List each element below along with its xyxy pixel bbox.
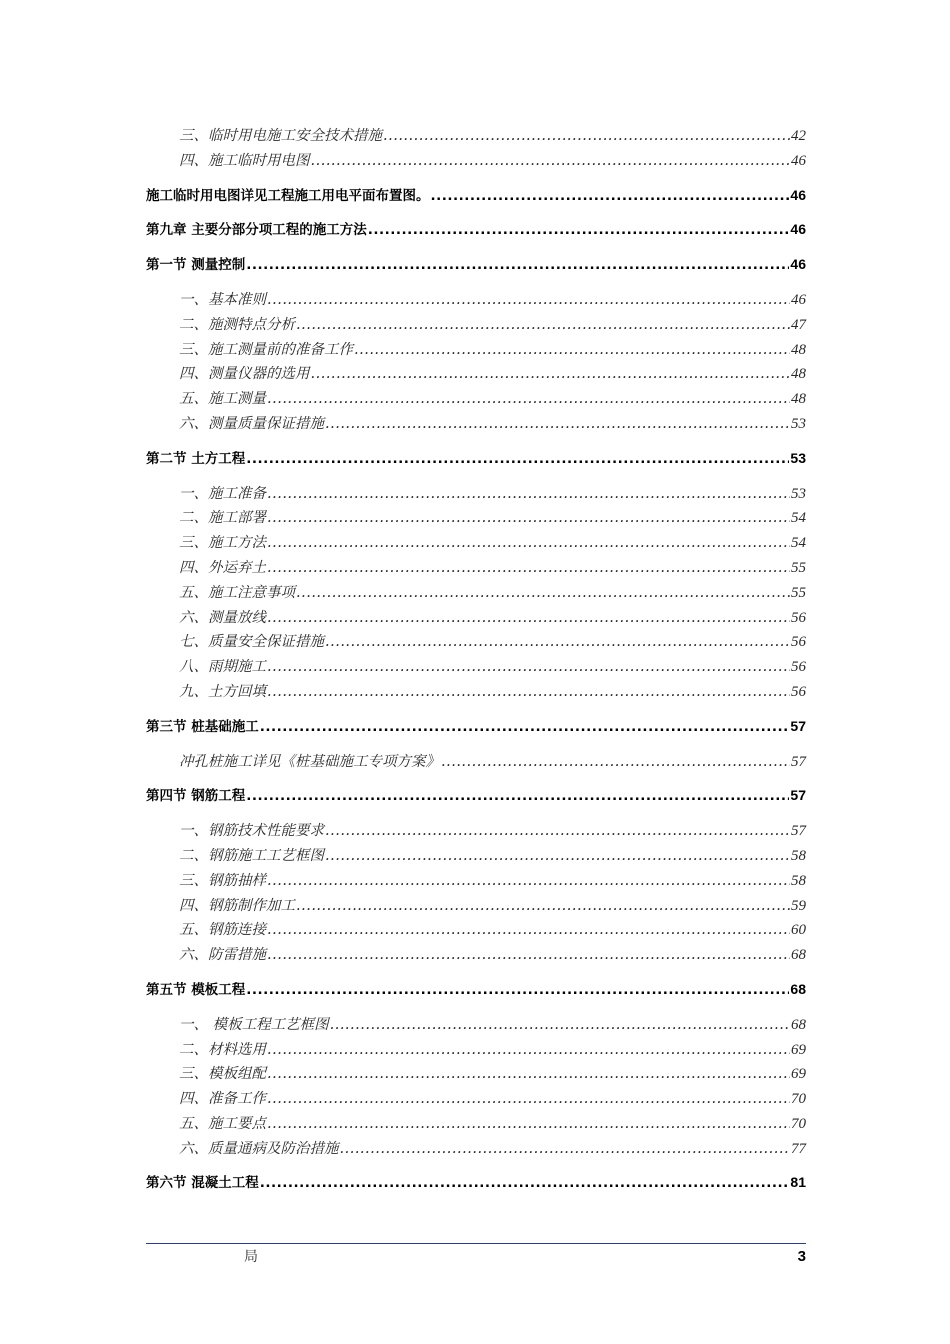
toc-leader-dots bbox=[267, 1042, 790, 1058]
toc-entry[interactable] bbox=[146, 531, 806, 556]
toc-entry[interactable] bbox=[146, 869, 806, 894]
toc-page-number: 58 bbox=[791, 872, 806, 889]
page-number: 3 bbox=[797, 1248, 806, 1265]
toc-title: 一、钢筋技术性能要求 bbox=[179, 823, 324, 840]
toc-title: 四、钢筋制作加工 bbox=[179, 897, 295, 914]
toc-title: 三、模板组配 bbox=[179, 1066, 266, 1083]
toc-page-number: 68 bbox=[790, 980, 806, 997]
toc-leader-dots bbox=[260, 719, 790, 735]
toc-title: 三、施工测量前的准备工作 bbox=[179, 341, 353, 358]
toc-title: 一、基本准则 bbox=[179, 291, 266, 308]
toc-entry[interactable] bbox=[146, 1038, 806, 1063]
toc-page-number: 69 bbox=[791, 1066, 806, 1083]
toc-page-number: 47 bbox=[791, 316, 806, 333]
toc-entry[interactable] bbox=[146, 943, 806, 968]
toc-page-number: 46 bbox=[790, 186, 806, 203]
toc-entry[interactable] bbox=[146, 581, 806, 606]
toc-page-number: 70 bbox=[791, 1091, 806, 1108]
toc-leader-dots bbox=[296, 317, 790, 333]
toc-leader-dots bbox=[325, 416, 790, 432]
toc-entry[interactable] bbox=[146, 1112, 806, 1137]
toc-leader-dots bbox=[260, 1175, 790, 1191]
toc-title: 一、施工准备 bbox=[179, 485, 266, 502]
toc-page-number: 57 bbox=[790, 787, 806, 804]
toc-leader-dots bbox=[296, 898, 790, 914]
toc-leader-dots bbox=[267, 947, 790, 963]
toc-page-number: 56 bbox=[791, 683, 806, 700]
toc-leader-dots bbox=[267, 659, 790, 675]
toc-page-number: 55 bbox=[791, 584, 806, 601]
toc-leader-dots bbox=[311, 366, 791, 382]
toc-leader-dots bbox=[267, 391, 790, 407]
toc-entry[interactable] bbox=[146, 1062, 806, 1087]
toc-heading[interactable] bbox=[146, 715, 806, 740]
toc-leader-dots bbox=[267, 486, 790, 502]
toc-leader-dots bbox=[267, 560, 790, 576]
toc-title: 四、施工临时用电图 bbox=[179, 152, 310, 169]
toc-entry[interactable] bbox=[146, 338, 806, 363]
toc-title: 四、外运弃土 bbox=[179, 559, 266, 576]
toc-title: 六、测量质量保证措施 bbox=[179, 415, 324, 432]
toc-heading[interactable] bbox=[146, 184, 806, 209]
toc-title: 冲孔桩施工详见《桩基础施工专项方案》 bbox=[179, 753, 440, 770]
toc-page-number: 58 bbox=[791, 847, 806, 864]
toc-page-number: 81 bbox=[790, 1174, 806, 1191]
toc-page-number: 57 bbox=[790, 717, 806, 734]
toc-entry[interactable] bbox=[146, 1137, 806, 1162]
toc-title: 二、材料选用 bbox=[179, 1041, 266, 1058]
toc-entry[interactable] bbox=[146, 655, 806, 680]
toc-title: 八、雨期施工 bbox=[179, 659, 266, 676]
toc-page-number: 46 bbox=[791, 291, 806, 308]
toc-page-number: 54 bbox=[791, 510, 806, 527]
toc-title: 第一节 测量控制 bbox=[146, 257, 246, 274]
toc-title: 第九章 主要分部分项工程的施工方法 bbox=[146, 222, 367, 239]
toc-entry[interactable] bbox=[146, 149, 806, 174]
toc-leader-dots bbox=[325, 823, 790, 839]
toc-page-number: 68 bbox=[791, 1016, 806, 1033]
toc-title: 第四节 钢筋工程 bbox=[146, 788, 246, 805]
toc-entry[interactable] bbox=[146, 362, 806, 387]
toc-title: 七、质量安全保证措施 bbox=[179, 634, 324, 651]
toc-leader-dots bbox=[246, 257, 789, 273]
toc-heading[interactable] bbox=[146, 1171, 806, 1196]
toc-page-number: 46 bbox=[790, 221, 806, 238]
toc-entry[interactable] bbox=[146, 506, 806, 531]
toc-entry[interactable] bbox=[146, 894, 806, 919]
toc-entry[interactable] bbox=[146, 819, 806, 844]
toc-title: 三、钢筋抽样 bbox=[179, 872, 266, 889]
toc-page-number: 70 bbox=[791, 1115, 806, 1132]
toc-leader-dots bbox=[441, 754, 790, 770]
toc-page-number: 42 bbox=[791, 128, 806, 144]
toc-leader-dots bbox=[311, 153, 791, 169]
toc-page-number: 56 bbox=[791, 609, 806, 626]
toc-leader-dots bbox=[431, 188, 790, 204]
toc-title: 第三节 桩基础施工 bbox=[146, 718, 259, 735]
toc-title: 一、 模板工程工艺框图 bbox=[179, 1016, 329, 1033]
toc-title: 四、测量仪器的选用 bbox=[179, 366, 310, 383]
toc-entry[interactable] bbox=[146, 750, 806, 775]
toc-leader-dots bbox=[296, 585, 790, 601]
toc-title: 四、准备工作 bbox=[179, 1091, 266, 1108]
toc-title: 五、施工测量 bbox=[179, 391, 266, 408]
toc-title: 二、施工部署 bbox=[179, 510, 266, 527]
toc-page-number: 56 bbox=[791, 659, 806, 676]
toc-leader-dots bbox=[267, 1091, 790, 1107]
toc-page-number: 48 bbox=[791, 366, 806, 383]
toc-title: 二、施测特点分析 bbox=[179, 316, 295, 333]
toc-entry[interactable] bbox=[146, 1013, 806, 1038]
toc-leader-dots bbox=[354, 342, 790, 358]
toc-title: 二、钢筋施工工艺框图 bbox=[179, 847, 324, 864]
toc-entry[interactable] bbox=[146, 412, 806, 437]
toc-entry[interactable] bbox=[146, 387, 806, 412]
toc-heading[interactable] bbox=[146, 218, 806, 243]
toc-leader-dots bbox=[267, 684, 790, 700]
toc-leader-dots bbox=[267, 1066, 790, 1082]
toc-title: 三、临时用电施工安全技术措施 bbox=[179, 128, 382, 144]
toc-heading[interactable] bbox=[146, 447, 806, 472]
footer-text: 局 bbox=[244, 1249, 258, 1265]
toc-page-number: 53 bbox=[791, 415, 806, 432]
toc-page-number: 53 bbox=[790, 449, 806, 466]
toc-entry[interactable] bbox=[146, 482, 806, 507]
toc-leader-dots bbox=[267, 535, 790, 551]
toc-title: 第五节 模板工程 bbox=[146, 981, 246, 998]
toc-entry[interactable] bbox=[146, 288, 806, 313]
toc-page-number: 48 bbox=[791, 391, 806, 408]
toc-title: 三、施工方法 bbox=[179, 535, 266, 552]
toc-leader-dots bbox=[267, 610, 790, 626]
toc-entry[interactable] bbox=[146, 1087, 806, 1112]
toc-title: 六、测量放线 bbox=[179, 609, 266, 626]
toc-leader-dots bbox=[246, 788, 789, 804]
toc-title: 九、土方回填 bbox=[179, 683, 266, 700]
toc-entry[interactable] bbox=[146, 124, 806, 149]
toc-leader-dots bbox=[325, 634, 790, 650]
toc-page-number: 53 bbox=[791, 485, 806, 502]
toc-page-number: 48 bbox=[791, 341, 806, 358]
toc-entry[interactable] bbox=[146, 556, 806, 581]
toc-page-number: 46 bbox=[790, 256, 806, 273]
toc-page-number: 56 bbox=[791, 634, 806, 651]
toc-title: 六、质量通病及防治措施 bbox=[179, 1140, 339, 1157]
toc-title: 第二节 土方工程 bbox=[146, 450, 246, 467]
toc-entry[interactable] bbox=[146, 680, 806, 705]
toc-title: 第六节 混凝土工程 bbox=[146, 1175, 259, 1192]
toc-entry[interactable] bbox=[146, 918, 806, 943]
toc-page-number: 77 bbox=[791, 1140, 806, 1157]
toc-leader-dots bbox=[267, 922, 790, 938]
toc-page-number: 57 bbox=[791, 753, 806, 770]
toc-page-number: 69 bbox=[791, 1041, 806, 1058]
toc-title: 五、施工注意事项 bbox=[179, 584, 295, 601]
toc-leader-dots bbox=[267, 292, 790, 308]
toc-page-number: 54 bbox=[791, 535, 806, 552]
toc-title: 五、施工要点 bbox=[179, 1115, 266, 1132]
toc-leader-dots bbox=[383, 128, 790, 144]
toc-entry[interactable] bbox=[146, 313, 806, 338]
toc-entry[interactable] bbox=[146, 630, 806, 655]
toc-heading[interactable] bbox=[146, 784, 806, 809]
toc-page-number: 57 bbox=[791, 823, 806, 840]
table-of-contents bbox=[146, 124, 806, 1196]
toc-leader-dots bbox=[267, 1116, 790, 1132]
footer-divider bbox=[146, 1243, 806, 1244]
toc-page-number: 60 bbox=[791, 922, 806, 939]
toc-heading[interactable] bbox=[146, 253, 806, 278]
toc-title: 六、防雷措施 bbox=[179, 947, 266, 964]
toc-leader-dots bbox=[368, 222, 790, 238]
toc-page-number: 68 bbox=[791, 947, 806, 964]
toc-page-number: 46 bbox=[791, 152, 806, 169]
toc-title: 五、钢筋连接 bbox=[179, 922, 266, 939]
toc-leader-dots bbox=[267, 873, 790, 889]
toc-leader-dots bbox=[325, 848, 790, 864]
toc-title: 施工临时用电图详见工程施工用电平面布置图。 bbox=[146, 187, 430, 204]
toc-page-number: 55 bbox=[791, 559, 806, 576]
toc-leader-dots bbox=[246, 451, 789, 467]
toc-leader-dots bbox=[340, 1141, 791, 1157]
toc-leader-dots bbox=[246, 982, 789, 998]
toc-entry[interactable] bbox=[146, 844, 806, 869]
toc-page-number: 59 bbox=[791, 897, 806, 914]
toc-heading[interactable] bbox=[146, 978, 806, 1003]
toc-leader-dots bbox=[330, 1017, 790, 1033]
toc-leader-dots bbox=[267, 510, 790, 526]
toc-entry[interactable] bbox=[146, 606, 806, 631]
